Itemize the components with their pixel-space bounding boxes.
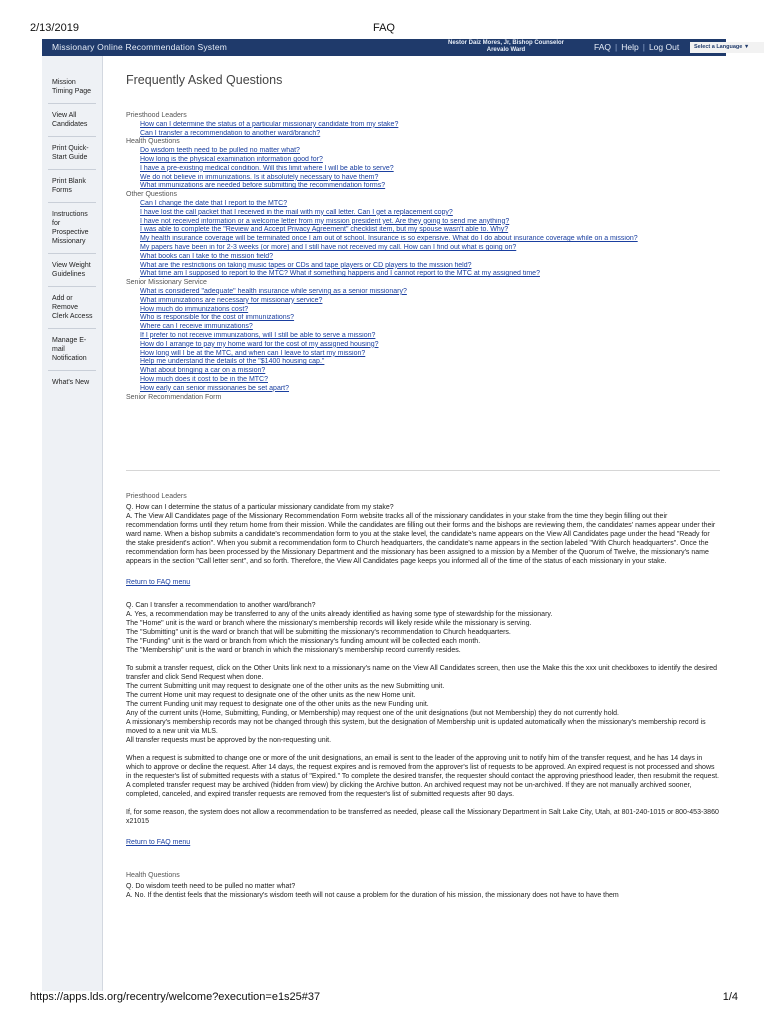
answer: When a request is submitted to change one or more of the unit designations, an email is sent to the leader of the approving unit to notify him of the transfer request, and he has 14 days in which to approve or decline the request. After 14 days, the request expires and is removed from the approver's list of requests to be approved. An expired request is not processed and shows in the requester's list of submitted requests with a status of "Expired." To complete the desired transfer, the requester should contact the approving priesthood leader, then resubmit the request. A completed transfer request may be archived (hidden from view) by clicking the Archive button. An archived request may not be un-archived. If they are not manually archived sooner, completed, canceled, and expired transfer requests are removed from the requester's list of submitted requests after 90 days. xyxy=(126,755,719,798)
toc-category: Senior Missionary Service xyxy=(126,279,207,287)
answer: If, for some reason, the system does not allow a recommendation to be transferred as needed, please call the Missionary Department in Salt Lake City, Utah, at 801-240-1015 or 800-453-3860 x21015 xyxy=(126,809,719,825)
answer-line: The "Home" unit is the ward or branch where the missionary's membership records will likely reside while the missionary is serving. xyxy=(126,620,532,627)
faq-link[interactable]: • Help me understand the details of the "$1400 housing cap." xyxy=(140,358,720,367)
sidebar-item-weight-guidelines[interactable]: View Weight Guidelines xyxy=(52,262,91,278)
answer-line: The current Submitting unit may request to designate one of the other units as the new Submitting unit. xyxy=(126,683,445,690)
sidebar-item-instructions[interactable]: Instructions for Prospective Missionary xyxy=(52,211,89,245)
answer: A. No. If the dentist feels that the missionary's wisdom teeth will not cause a problem for the duration of his mission, the missionary does not have to have them xyxy=(126,892,619,899)
sidebar-item-whats-new[interactable]: What's New xyxy=(52,379,90,386)
answer: A. The View All Candidates page of the Missionary Recommendation Form website tracks all of the missionary candidates in your stake from the time they begin filling out their recommendation forms until they return home from their mission. While the candidates are filling out their forms and the bishops are reviewing them, the candidates' names appear under their ward name. When a bishop submits a candidate's recommendation form to you at the stake level, the candidate's name appears on the View All Candidates page under the head "Ready for the stake president's action". When you submit a recommendation form to Church headquarters, the candidate's name appears in the section labeled "With Church headquarters". Once the recommendation form has been processed by the Missionary Department and the missionary has been assigned to a mission by a Member of the Quorum of Twelve, the missionary's name appears in the section "Call letter sent", and so forth. Therefore, the View All Candidates page keeps you informed all of the time of the status of each missionary in your stake. xyxy=(126,513,716,565)
bishop-name: Nestor Daiz Mores, Jr, Bishop Counselor xyxy=(447,40,565,46)
divider xyxy=(126,470,720,471)
answer-line: The "Membership" unit is the ward or branch in which the missionary's membership record currently resides. xyxy=(126,647,461,654)
answer-line: Any of the current units (Home, Submitting, Funding, or Membership) may request one of the unit designations (but not Membership) they do not currently hold. xyxy=(126,710,619,717)
faq-link[interactable]: • What are the restrictions on taking music tapes or CDs and tape players or CD players to the mission field? xyxy=(140,262,720,271)
answer-line: The "Submitting" unit is the ward or branch that will be submitting the missionary's recommendation to Church headquarters. xyxy=(126,629,511,636)
faq-link[interactable]: • How early can senior missionaries be set apart? xyxy=(140,385,720,394)
faq-link[interactable]: • Can I transfer a recommendation to another ward/branch? xyxy=(140,130,720,139)
app-header xyxy=(42,39,750,56)
print-title: FAQ xyxy=(372,22,395,34)
question: Q. Can I transfer a recommendation to another ward/branch? xyxy=(126,602,316,609)
faq-link[interactable]: • We do not believe in immunizations. Is it absolutely necessary to have them? xyxy=(140,174,720,183)
toc-category: Priesthood Leaders xyxy=(126,112,187,119)
answer-line: All transfer requests must be approved by the non-requesting unit. xyxy=(126,737,332,744)
answer-line: To submit a transfer request, click on the Other Units link next to a missionary's name on the View All Candidates screen, then use the Make this the xxx unit checkboxes to identify the desired transfer and click Send Request when done. xyxy=(126,665,718,681)
faq-link[interactable]: • What books can I take to the mission field? xyxy=(140,253,720,262)
sidebar-item-view-candidates[interactable]: View All Candidates xyxy=(52,112,88,128)
faq-link[interactable]: • How long will I be at the MTC, and when can I leave to start my mission? xyxy=(140,350,720,359)
answer-line: The current Funding unit may request to designate one of the other units as the new Funding unit. xyxy=(126,701,429,708)
faq-link[interactable]: • How much does it cost to be in the MTC? xyxy=(140,376,720,385)
faq-link[interactable]: • What time am I supposed to report to the MTC? What if something happens and I cannot report to the MTC at my assigned time? xyxy=(140,270,720,279)
faq-link[interactable]: • What about bringing a car on a mission? xyxy=(140,367,720,376)
sidebar xyxy=(42,56,103,991)
faq-link[interactable]: • I was able to complete the "Review and Accept Privacy Agreement" checklist item, but my spouse wasn't able to. Why? xyxy=(140,226,720,235)
answer-line: A missionary's membership records may not be changed through this system, but the designation of Membership unit is updated automatically when the missionary's membership record is moved to a new unit via MLS. xyxy=(126,719,706,735)
faq-link[interactable]: • If I prefer to not receive immunizations, will I still be able to serve a mission? xyxy=(140,332,720,341)
sidebar-item-mission-timing[interactable]: Mission Timing Page xyxy=(52,79,92,95)
sidebar-item-email-notification[interactable]: Manage E-mail Notification xyxy=(52,337,87,362)
top-nav: FAQ | Help | Log Out xyxy=(594,42,680,52)
answer-line: A. Yes, a recommendation may be transferred to any of the units already identified as having some type of stewardship for the missionary. xyxy=(126,611,553,618)
faq-link[interactable]: • What is considered "adequate" health insurance while serving as a senior missionary? xyxy=(140,288,720,297)
system-name: Missionary Online Recommendation System xyxy=(52,42,228,52)
faq-link[interactable]: • How much do immunizations cost? xyxy=(140,306,720,315)
answer-category: Priesthood Leaders xyxy=(126,493,187,500)
print-page-number: 1/4 xyxy=(722,991,738,1003)
faq-link[interactable]: • How long is the physical examination information good for? xyxy=(140,156,720,165)
print-date: 2/13/2019 xyxy=(30,22,79,34)
print-header xyxy=(0,0,768,40)
help-link[interactable]: Help xyxy=(621,42,639,52)
faq-link[interactable]: • I have not received information or a welcome letter from my mission president yet. Are they going to send me anything? xyxy=(140,218,720,227)
faq-link[interactable]: • How can I determine the status of a particular missionary candidate from my stake? xyxy=(140,121,720,130)
faq-link[interactable]: • I have lost the call packet that I received in the mail with my call letter. Can I get a replacement copy? xyxy=(140,209,720,218)
faq-link[interactable]: • My health insurance coverage will be terminated once I am out of school. Insurance is so expensive. What do I do about insurance coverage while on a mission? xyxy=(140,235,720,244)
return-to-faq-link[interactable]: Return to FAQ menu xyxy=(126,579,191,586)
answer-category: Health Questions xyxy=(126,872,180,879)
logout-link[interactable]: Log Out xyxy=(648,42,680,52)
faq-link[interactable]: • What immunizations are needed before submitting the recommendation forms? xyxy=(140,182,720,191)
ward-name: Arevalo Ward xyxy=(486,47,526,53)
faq-link[interactable]: • Who is responsible for the cost of immunizations? xyxy=(140,314,720,323)
answer-line: The "Funding" unit is the ward or branch from which the missionary's funding amount will be collected each month. xyxy=(126,638,481,645)
faq-link[interactable]: FAQ xyxy=(594,42,612,52)
sidebar-item-clerk-access[interactable]: Add or Remove Clerk Access xyxy=(52,295,93,320)
faq-link[interactable]: • How do I arrange to pay my home ward for the cost of my assigned housing? xyxy=(140,341,720,350)
language-select[interactable]: Select a Language ▼ xyxy=(690,42,764,53)
faq-menu xyxy=(126,112,720,402)
print-url: https://apps.lds.org/recentry/welcome?execution=e1s25#37 xyxy=(30,991,321,1003)
answer-line: The current Home unit may request to designate one of the other units as the new Home unit. xyxy=(126,692,416,699)
toc-category: Other Questions xyxy=(126,191,177,199)
faq-link[interactable]: • My papers have been in for 2-3 weeks (or more) and I still have not received my call. How can I find out what is going on? xyxy=(140,244,720,253)
toc-category: Health Questions xyxy=(126,138,180,146)
faq-link[interactable]: • I have a pre-existing medical condition. Will this limit where I will be able to serve? xyxy=(140,165,720,174)
faq-link[interactable]: • Can I change the date that I report to the MTC? xyxy=(140,200,720,209)
sidebar-item-quick-start[interactable]: Print Quick-Start Guide xyxy=(52,145,89,161)
question: Q. How can I determine the status of a particular missionary candidate from my stake? xyxy=(126,504,394,511)
sidebar-item-blank-forms[interactable]: Print Blank Forms xyxy=(52,178,86,194)
faq-link[interactable]: • Where can I receive immunizations? xyxy=(140,323,720,332)
page-title: Frequently Asked Questions xyxy=(126,73,283,87)
faq-link[interactable]: • What immunizations are necessary for missionary service? xyxy=(140,297,720,306)
faq-link[interactable]: • Do wisdom teeth need to be pulled no matter what? xyxy=(140,147,720,156)
faq-answers xyxy=(126,492,720,900)
return-to-faq-link[interactable]: Return to FAQ menu xyxy=(126,839,191,846)
toc-category: Senior Recommendation Form xyxy=(126,393,222,401)
bishop-info xyxy=(440,40,572,54)
question: Q. Do wisdom teeth need to be pulled no matter what? xyxy=(126,883,296,890)
